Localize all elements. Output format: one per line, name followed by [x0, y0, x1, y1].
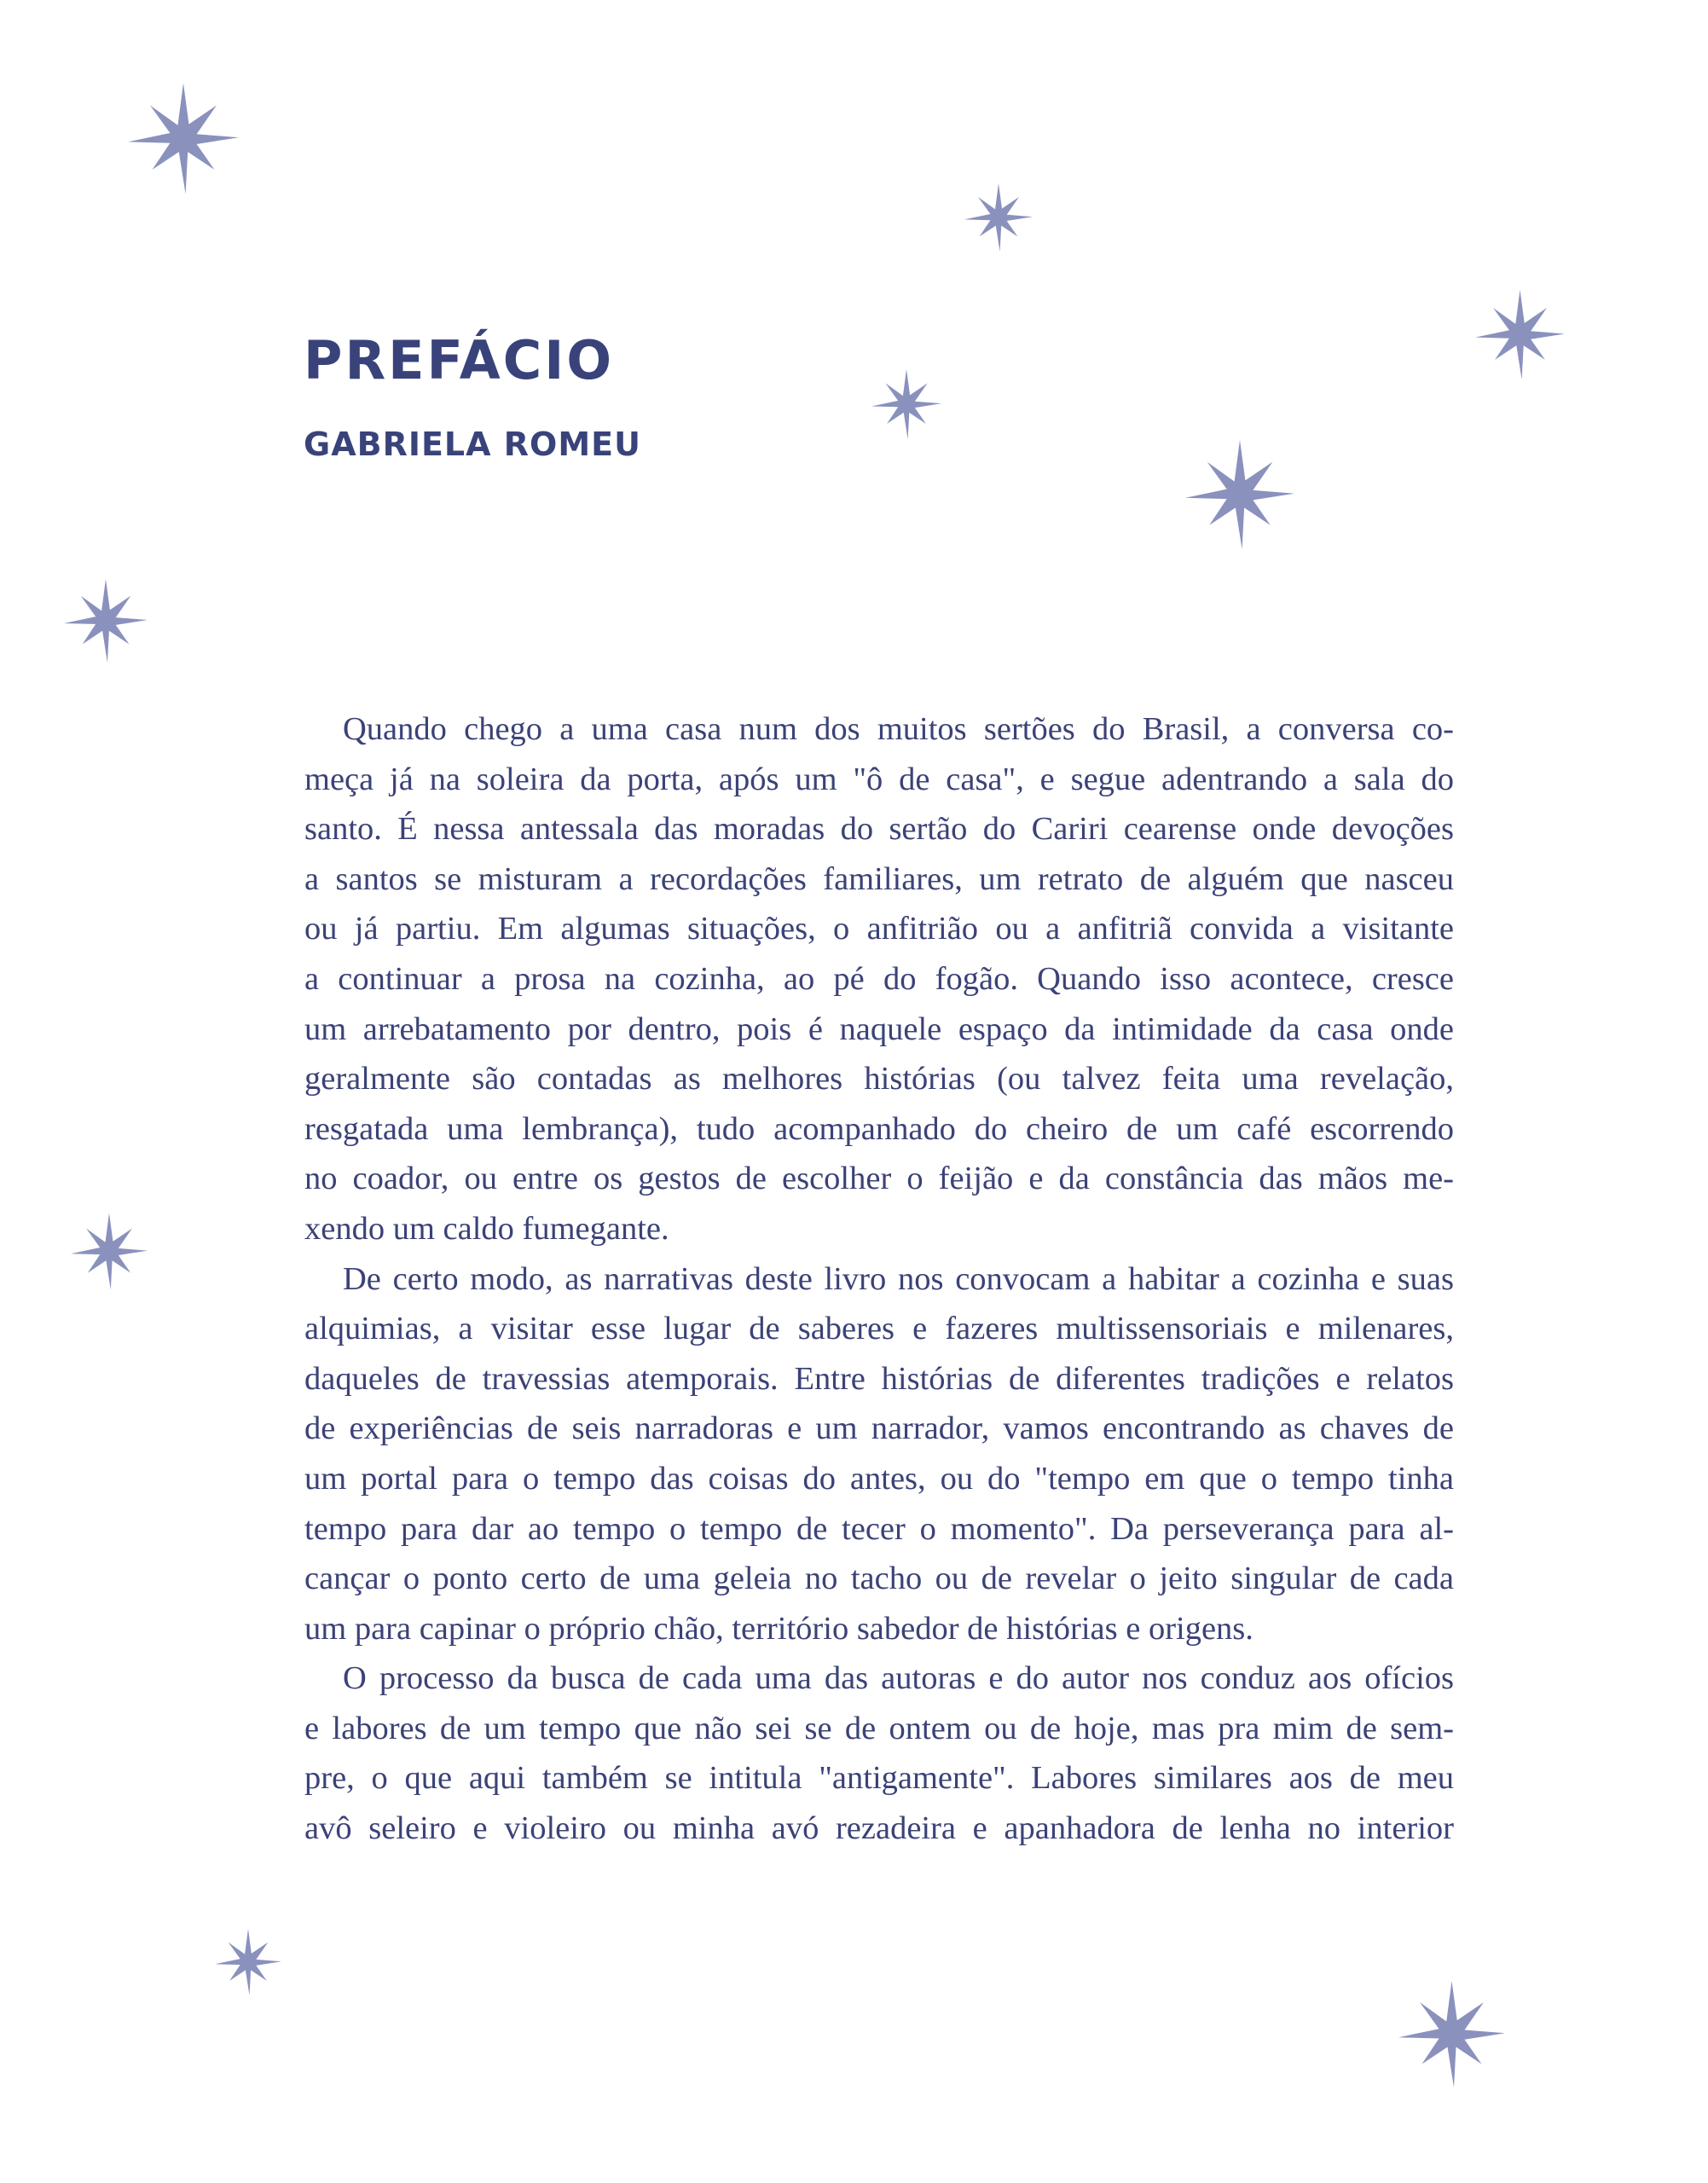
- preface-body: [266, 704, 1454, 1854]
- text-line: pre, o que aqui também se intitula "antigamente". Labores similares aos de meu: [304, 1760, 1454, 1797]
- text-line: De certo modo, as narrativas deste livro nos convocam a habitar a cozinha e suas: [343, 1260, 1454, 1297]
- page-title: PREFÁCIO: [304, 329, 615, 391]
- text-line: um arrebatamento por dentro, pois é naquele espaço da intimidade da casa onde: [304, 1010, 1454, 1047]
- star-icon: [1471, 290, 1569, 379]
- text-line: daqueles de travessias atemporais. Entre histórias de diferentes tradições e relatos: [304, 1360, 1454, 1397]
- text-line: um portal para o tempo das coisas do antes, ou do "tempo em que o tempo tinha: [304, 1460, 1454, 1497]
- text-line: geralmente são contadas as melhores histórias (ou talvez feita uma revelação,: [304, 1061, 1454, 1097]
- text-line: resgatada uma lembrança), tudo acompanhado do cheiro de um café escorrendo: [304, 1110, 1454, 1147]
- text-line: santo. É nessa antessala das moradas do sertão do Cariri cearense onde devoções: [304, 811, 1454, 848]
- star-icon: [128, 81, 239, 196]
- text-line: cançar o ponto certo de uma geleia no tacho ou de revelar o jeito singular de cada: [304, 1561, 1454, 1597]
- text-line: de experiências de seis narradoras e um narrador, vamos encontrando as chaves de: [304, 1410, 1454, 1447]
- text-line: meça já na soleira da porta, após um "ô de casa", e segue adentrando a sala do: [304, 761, 1454, 797]
- star-icon: [1185, 439, 1294, 550]
- text-line: e labores de um tempo que não sei se de ontem ou de hoje, mas pra mim de sem-: [304, 1710, 1454, 1746]
- paragraph: [266, 1254, 1454, 1654]
- text-line: Quando chego a uma casa num dos muitos sertões do Brasil, a conversa co-: [343, 711, 1454, 747]
- text-line: no coador, ou entre os gestos de escolher o feijão e da constância das mãos me-: [304, 1161, 1454, 1197]
- text-line: tempo para dar ao tempo o tempo de tecer o momento". Da perseverança para al-: [304, 1510, 1454, 1547]
- text-line: avô seleiro e violeiro ou minha avó rezadeira e apanhadora de lenha no interior: [304, 1810, 1454, 1847]
- text-line: um para capinar o próprio chão, território sabedor de histórias e origens.: [304, 1610, 1253, 1647]
- text-line: a santos se misturam a recordações familiares, um retrato de alguém que nasceu: [304, 860, 1454, 897]
- star-icon: [64, 578, 148, 663]
- text-line: ou já partiu. Em algumas situações, o anfitrião ou a anfitriã convida a visitante: [304, 911, 1454, 947]
- text-line: a continuar a prosa na cozinha, ao pé do fogão. Quando isso acontece, cresce: [304, 960, 1454, 997]
- text-line: xendo um caldo fumegante.: [304, 1210, 669, 1247]
- star-icon: [213, 1929, 283, 1995]
- text-line: alquimias, a visitar esse lugar de saberes e fazeres multissensoriais e milenares,: [304, 1311, 1454, 1347]
- paragraph: [266, 704, 1454, 1254]
- star-icon: [1398, 1977, 1505, 2092]
- text-line: O processo da busca de cada uma das autoras e do autor nos conduz aos ofícios: [343, 1660, 1454, 1697]
- star-icon: [71, 1211, 148, 1292]
- author-name: GABRIELA ROMEU: [304, 426, 641, 463]
- star-icon: [871, 369, 941, 439]
- paragraph: [266, 1653, 1454, 1853]
- star-icon: [964, 183, 1033, 252]
